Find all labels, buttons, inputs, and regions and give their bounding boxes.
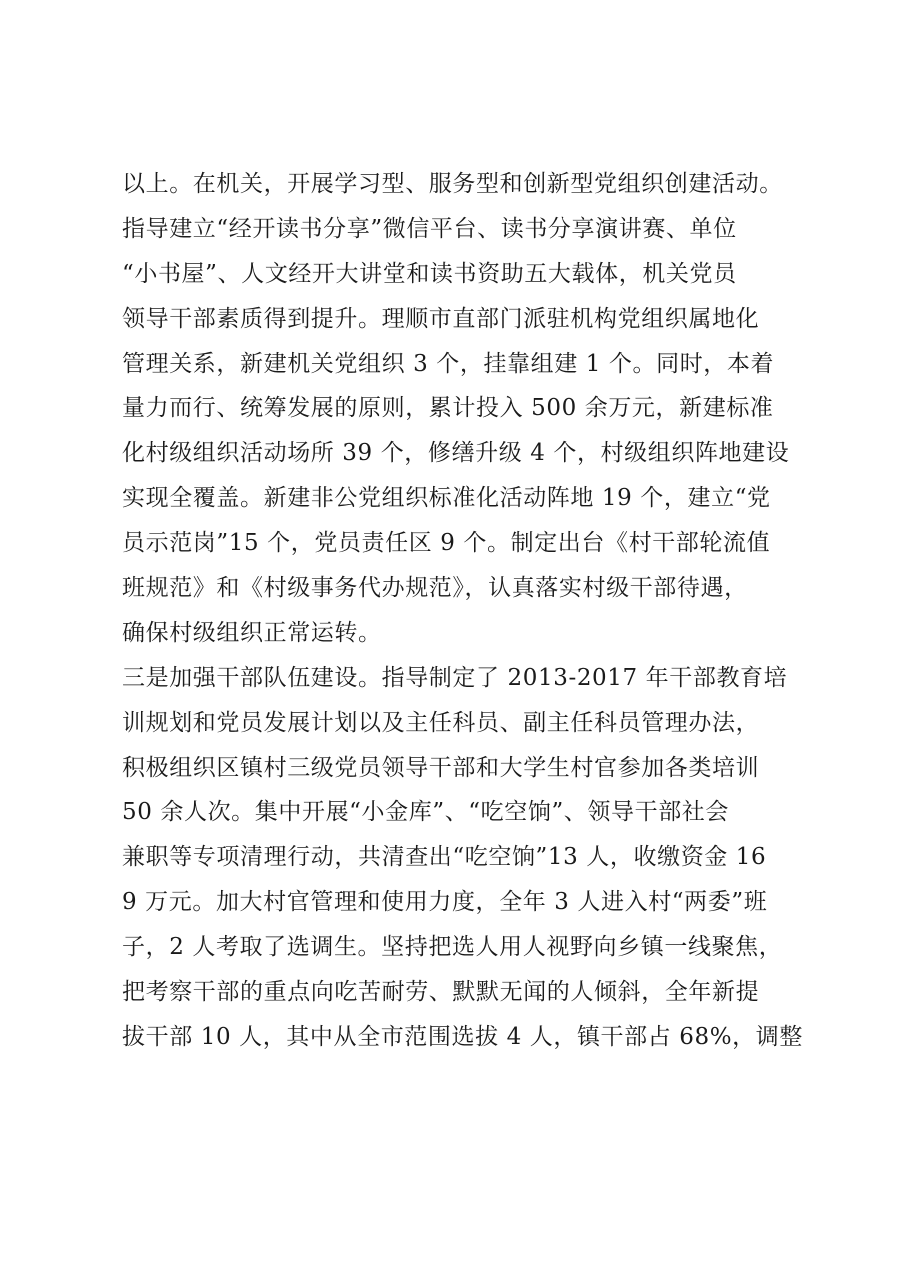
text-line: 指导建立“经开读书分享”微信平台、读书分享演讲赛、单位 [122,215,737,242]
text-line: 管理关系，新建机关党组织 3 个，挂靠组建 1 个。同时，本着 [122,350,775,377]
text-line: “小书屋”、人文经开大讲堂和读书资助五大载体，机关党员 [122,260,737,287]
text-line: 积极组织区镇村三级党员领导干部和大学生村官参加各类培训 [122,754,760,781]
text-line: 班规范》和《村级事务代办规范》，认真落实村级干部待遇， [122,575,748,602]
text-line: 确保村级组织正常运转。 [122,619,382,646]
text-line: 领导干部素质得到提升。理顺市直部门派驻机构党组织属地化 [122,305,760,332]
text-line: 三是加强干部队伍建设。指导制定了 2013-2017 年干部教育培 [122,664,788,691]
text-line: 实现全覆盖。新建非公党组织标准化活动阵地 19 个，建立“党 [122,485,771,512]
text-line: 把考察干部的重点向吃苦耐劳、默默无闻的人倾斜，全年新提 [122,979,760,1006]
text-line: 9 万元。加大村官管理和使用力度，全年 3 人进入村“两委”班 [122,889,768,916]
text-line: 子，2 人考取了选调生。坚持把选人用人视野向乡镇一线聚焦， [122,934,783,961]
text-line: 拔干部 10 人，其中从全市范围选拔 4 人，镇干部占 68%，调整 [122,1023,803,1050]
text-line: 以上。在机关，开展学习型、服务型和创新型党组织创建活动。 [122,171,783,197]
body-text [122,162,822,1060]
text-line: 量力而行、统筹发展的原则，累计投入 500 余万元，新建标准 [122,395,774,422]
text-line: 兼职等专项清理行动，共清查出“吃空饷”13 人，收缴资金 16 [122,844,767,871]
text-line: 50 余人次。集中开展“小金库”、“吃空饷”、领导干部社会 [122,799,730,826]
text-line: 化村级组织活动场所 39 个，修缮升级 4 个，村级组织阵地建设 [122,440,790,467]
text-line: 员示范岗”15 个，党员责任区 9 个。制定出台《村干部轮流值 [122,530,771,557]
text-line: 训规划和党员发展计划以及主任科员、副主任科员管理办法， [122,709,760,736]
